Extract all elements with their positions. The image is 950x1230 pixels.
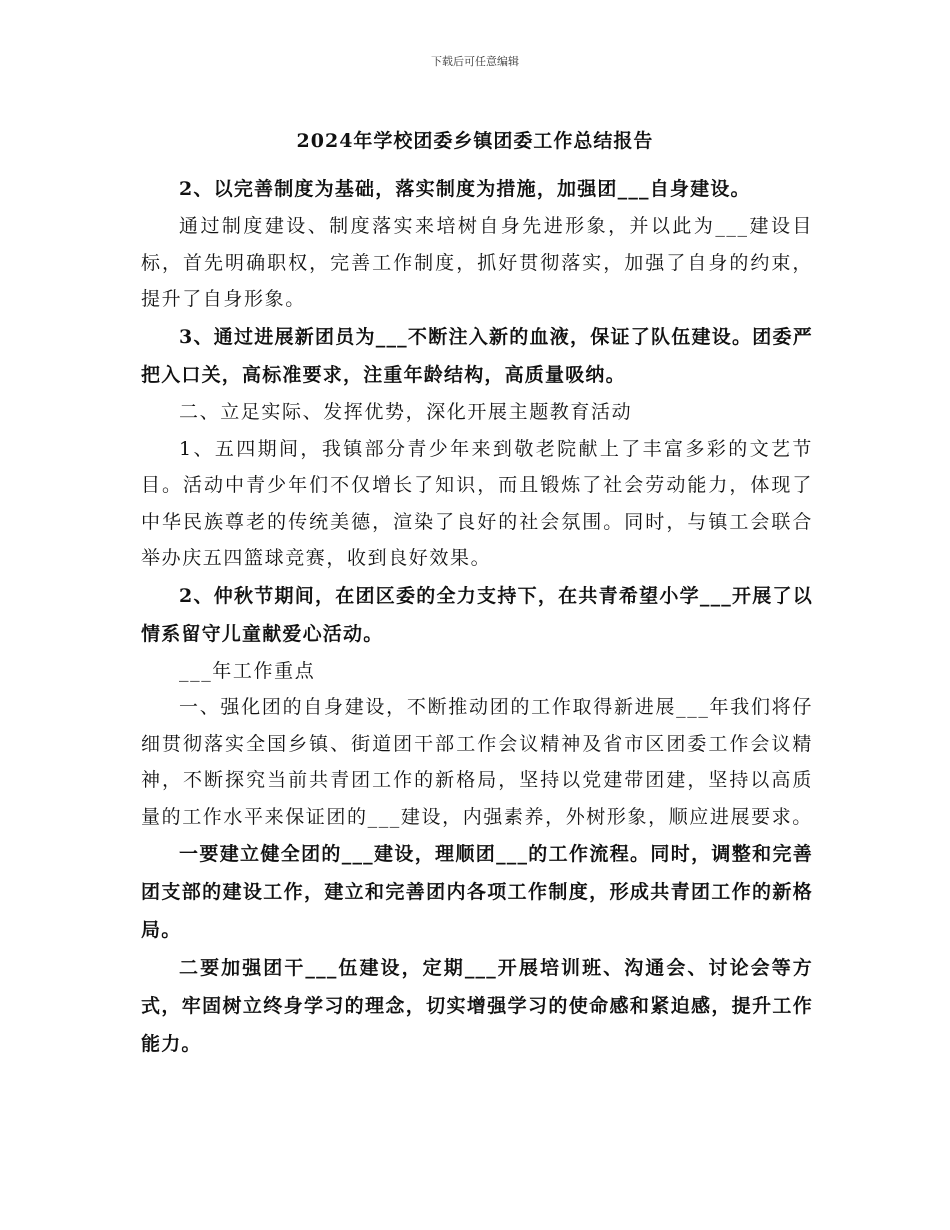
paragraph-second-requirement: 二要加强团干___伍建设，定期___开展培训班、沟通会、讨论会等方式，牢固树立终身学习的理念，切实增强学习的使命感和紧迫感，提升工作能力。 bbox=[141, 957, 813, 1055]
paragraph-may-fourth: 1、五四期间，我镇部分青少年来到敬老院献上了丰富多彩的文艺节目。活动中青少年们不仅增长了知识，而且锻炼了社会劳动能力，体现了中华民族尊老的传统美德，渲染了良好的社会氛围。同时，与镇工会联合举办庆五四篮球竞赛，收到良好效果。 bbox=[141, 437, 813, 569]
paragraph-new-members: 3、通过进展新团员为___不断注入新的血液，保证了队伍建设。团委严把入口关，高标准要求，注重年龄结构，高质量吸纳。 bbox=[141, 325, 813, 386]
paragraph-system-details: 通过制度建设、制度落实来培树自身先进形象，并以此为___建设目标，首先明确职权，完善工作制度，抓好贯彻落实，加强了自身的约束，提升了自身形象。 bbox=[141, 215, 813, 310]
section-heading-work-focus: ___年工作重点 bbox=[179, 659, 316, 682]
section-heading-themed-education: 二、立足实际、发挥优势，深化开展主题教育活动 bbox=[179, 400, 633, 423]
paragraph-mid-autumn: 2、仲秋节期间，在团区委的全力支持下，在共青希望小学___开展了以情系留守儿童献爱心活动。 bbox=[141, 584, 813, 645]
paragraph-system-building: 2、以完善制度为基础，落实制度为措施，加强团___自身建设。 bbox=[179, 178, 751, 200]
document-title: 2024年学校团委乡镇团委工作总结报告 bbox=[296, 130, 654, 152]
paragraph-first-requirement: 一要建立健全团的___建设，理顺团___的工作流程。同时，调整和完善团支部的建设工作，建立和完善团内各项工作制度，形成共青团工作的新格局。 bbox=[141, 843, 813, 941]
document-body bbox=[141, 170, 813, 1063]
paragraph-strengthen-league: 一、强化团的自身建设，不断推动团的工作取得新进展___年我们将仔细贯彻落实全国乡镇、街道团干部工作会议精神及省市区团委工作会议精神，不断探究当前共青团工作的新格局，坚持以党建带团建，坚持以高质量的工作水平来保证团的___建设，内强素养，外树形象，顺应进展要求。 bbox=[141, 696, 813, 828]
page-header-note: 下载后可任意编辑 bbox=[431, 55, 519, 68]
